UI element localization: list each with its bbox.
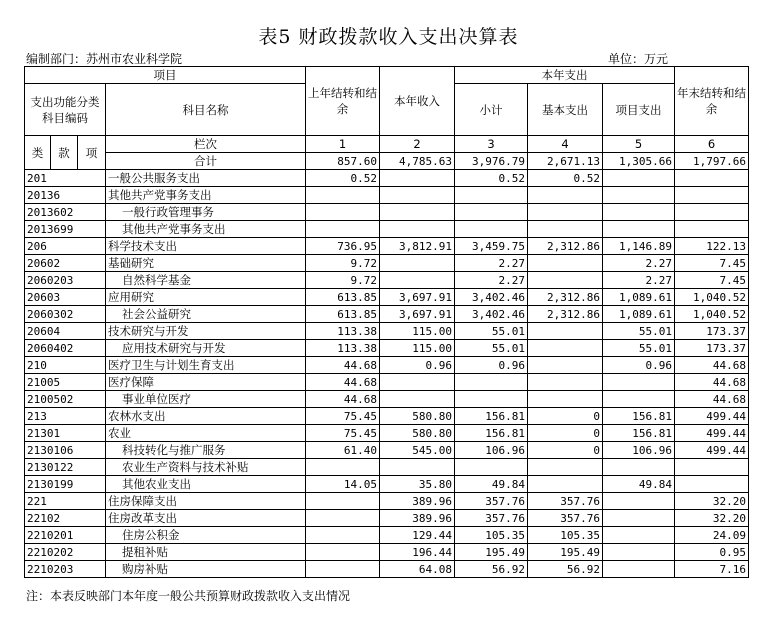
row-value <box>603 187 675 204</box>
row-value <box>380 459 455 476</box>
header-basic: 基本支出 <box>528 84 603 136</box>
row-value: 357.76 <box>455 493 528 510</box>
row-code: 20603 <box>25 289 106 306</box>
total-cell: 3,976.79 <box>455 153 528 170</box>
row-value <box>603 459 675 476</box>
row-value <box>306 187 380 204</box>
row-value <box>380 221 455 238</box>
col-num-3: 3 <box>455 136 528 153</box>
row-name: 医疗卫生与计划生育支出 <box>106 357 306 374</box>
row-value <box>603 204 675 221</box>
row-value <box>306 510 380 527</box>
row-value: 1,089.61 <box>603 289 675 306</box>
table-row <box>25 442 749 459</box>
row-value <box>455 459 528 476</box>
row-value: 545.00 <box>380 442 455 459</box>
row-value <box>675 187 749 204</box>
total-cell: 4,785.63 <box>380 153 455 170</box>
header-subject-name: 科目名称 <box>106 84 306 136</box>
row-code: 21301 <box>25 425 106 442</box>
row-value: 1,146.89 <box>603 238 675 255</box>
row-value <box>675 170 749 187</box>
col-num-1: 1 <box>306 136 380 153</box>
row-code: 2100502 <box>25 391 106 408</box>
row-value: 2.27 <box>455 255 528 272</box>
row-value <box>675 459 749 476</box>
row-name: 农业生产资料与技术补贴 <box>106 459 306 476</box>
row-value <box>528 255 603 272</box>
row-code: 21005 <box>25 374 106 391</box>
row-value <box>675 476 749 493</box>
row-value: 173.37 <box>675 323 749 340</box>
row-value: 56.92 <box>455 561 528 578</box>
row-value: 44.68 <box>306 357 380 374</box>
total-cell: 857.60 <box>306 153 380 170</box>
row-value: 2.27 <box>455 272 528 289</box>
row-code: 22102 <box>25 510 106 527</box>
row-value: 115.00 <box>380 340 455 357</box>
table-row <box>25 255 749 272</box>
row-value: 499.44 <box>675 442 749 459</box>
row-value: 2,312.86 <box>528 238 603 255</box>
row-code: 2130122 <box>25 459 106 476</box>
row-value: 55.01 <box>603 340 675 357</box>
row-value: 0.52 <box>455 170 528 187</box>
row-value <box>380 374 455 391</box>
row-value: 156.81 <box>603 408 675 425</box>
row-value: 389.96 <box>380 493 455 510</box>
total-cell: 2,671.13 <box>528 153 603 170</box>
row-value: 105.35 <box>528 527 603 544</box>
row-value: 106.96 <box>603 442 675 459</box>
row-code: 2130106 <box>25 442 106 459</box>
row-value: 389.96 <box>380 510 455 527</box>
row-value <box>528 204 603 221</box>
row-code: 213 <box>25 408 106 425</box>
row-value: 32.20 <box>675 510 749 527</box>
header-row-4 <box>25 136 749 153</box>
row-value <box>528 272 603 289</box>
row-code: 2210202 <box>25 544 106 561</box>
row-value <box>528 476 603 493</box>
row-name: 应用研究 <box>106 289 306 306</box>
row-value <box>455 374 528 391</box>
table-row <box>25 476 749 493</box>
row-code: 2060302 <box>25 306 106 323</box>
row-value: 3,697.91 <box>380 306 455 323</box>
header-kuan: 款 <box>51 136 78 170</box>
row-value: 736.95 <box>306 238 380 255</box>
row-value <box>528 340 603 357</box>
unit-label: 单位：万元 <box>608 52 669 66</box>
row-value: 0 <box>528 425 603 442</box>
row-name: 住房公积金 <box>106 527 306 544</box>
row-name: 农业 <box>106 425 306 442</box>
row-value <box>603 374 675 391</box>
row-value: 9.72 <box>306 272 380 289</box>
row-value: 3,402.46 <box>455 289 528 306</box>
row-name: 其他农业支出 <box>106 476 306 493</box>
row-value: 129.44 <box>380 527 455 544</box>
table-body <box>25 67 749 578</box>
row-name: 住房改革支出 <box>106 510 306 527</box>
row-value <box>528 357 603 374</box>
finance-table <box>24 66 749 578</box>
row-code: 210 <box>25 357 106 374</box>
row-value <box>380 255 455 272</box>
row-value: 1,089.61 <box>603 306 675 323</box>
row-value <box>306 561 380 578</box>
row-code: 2210201 <box>25 527 106 544</box>
row-value: 0.95 <box>675 544 749 561</box>
row-value <box>306 204 380 221</box>
row-value: 106.96 <box>455 442 528 459</box>
row-value: 115.00 <box>380 323 455 340</box>
row-value <box>603 170 675 187</box>
row-value: 0.96 <box>455 357 528 374</box>
row-name: 科技转化与推广服务 <box>106 442 306 459</box>
col-num-6: 6 <box>675 136 749 153</box>
table-row <box>25 374 749 391</box>
row-value: 122.13 <box>675 238 749 255</box>
row-value: 156.81 <box>455 425 528 442</box>
header-subtotal: 小计 <box>455 84 528 136</box>
row-value: 35.80 <box>380 476 455 493</box>
row-value: 357.76 <box>528 510 603 527</box>
row-value: 55.01 <box>603 323 675 340</box>
row-code: 2060203 <box>25 272 106 289</box>
row-value: 113.38 <box>306 323 380 340</box>
row-value <box>528 374 603 391</box>
table-row <box>25 170 749 187</box>
row-value: 0.96 <box>380 357 455 374</box>
row-name: 住房保障支出 <box>106 493 306 510</box>
total-row <box>25 153 749 170</box>
table-row <box>25 425 749 442</box>
row-name: 社会公益研究 <box>106 306 306 323</box>
row-value <box>380 272 455 289</box>
table-row <box>25 357 749 374</box>
row-value <box>380 187 455 204</box>
row-name: 其他共产党事务支出 <box>106 187 306 204</box>
row-code: 20602 <box>25 255 106 272</box>
row-code: 206 <box>25 238 106 255</box>
row-code: 2210203 <box>25 561 106 578</box>
row-value: 61.40 <box>306 442 380 459</box>
row-value: 32.20 <box>675 493 749 510</box>
row-value: 195.49 <box>528 544 603 561</box>
row-value: 0.96 <box>603 357 675 374</box>
footnote: 注：本表反映部门本年度一般公共预算财政拨款收入支出情况 <box>26 589 351 603</box>
row-value: 44.68 <box>675 357 749 374</box>
header-lanci: 栏次 <box>106 136 306 153</box>
row-name: 农林水支出 <box>106 408 306 425</box>
row-value <box>528 459 603 476</box>
col-num-5: 5 <box>603 136 675 153</box>
row-code: 20136 <box>25 187 106 204</box>
table-row <box>25 238 749 255</box>
row-value <box>603 510 675 527</box>
row-value: 1,040.52 <box>675 289 749 306</box>
row-value: 75.45 <box>306 425 380 442</box>
header-prev-balance: 上年结转和结余 <box>306 67 380 136</box>
row-value <box>603 493 675 510</box>
row-value: 357.76 <box>455 510 528 527</box>
row-value <box>528 187 603 204</box>
row-value <box>306 493 380 510</box>
row-value <box>603 561 675 578</box>
table-row <box>25 187 749 204</box>
table-row <box>25 289 749 306</box>
row-value: 7.16 <box>675 561 749 578</box>
col-num-2: 2 <box>380 136 455 153</box>
row-value <box>528 221 603 238</box>
row-value: 55.01 <box>455 323 528 340</box>
row-value <box>306 544 380 561</box>
row-value: 75.45 <box>306 408 380 425</box>
row-value: 2.27 <box>603 272 675 289</box>
row-value <box>603 221 675 238</box>
row-value: 64.08 <box>380 561 455 578</box>
row-value: 24.09 <box>675 527 749 544</box>
row-value <box>306 459 380 476</box>
row-value: 0 <box>528 408 603 425</box>
row-value: 44.68 <box>306 391 380 408</box>
row-value <box>306 221 380 238</box>
row-value: 580.80 <box>380 425 455 442</box>
row-value <box>675 204 749 221</box>
row-value: 0 <box>528 442 603 459</box>
row-value: 14.05 <box>306 476 380 493</box>
row-name: 事业单位医疗 <box>106 391 306 408</box>
row-value <box>675 221 749 238</box>
row-code: 2130199 <box>25 476 106 493</box>
row-code: 2013699 <box>25 221 106 238</box>
row-value: 44.68 <box>306 374 380 391</box>
row-name: 一般公共服务支出 <box>106 170 306 187</box>
row-value <box>603 391 675 408</box>
header-lei: 类 <box>25 136 51 170</box>
row-value: 7.45 <box>675 272 749 289</box>
row-value: 3,812.91 <box>380 238 455 255</box>
row-value <box>306 527 380 544</box>
table-row <box>25 561 749 578</box>
header-project: 项目支出 <box>603 84 675 136</box>
row-value: 9.72 <box>306 255 380 272</box>
row-code: 20604 <box>25 323 106 340</box>
row-value: 2,312.86 <box>528 306 603 323</box>
row-value: 49.84 <box>603 476 675 493</box>
row-value: 2.27 <box>603 255 675 272</box>
table-row <box>25 510 749 527</box>
row-value: 196.44 <box>380 544 455 561</box>
row-value: 3,697.91 <box>380 289 455 306</box>
row-code: 221 <box>25 493 106 510</box>
row-name: 提租补贴 <box>106 544 306 561</box>
row-value <box>380 170 455 187</box>
table-row <box>25 221 749 238</box>
row-value: 173.37 <box>675 340 749 357</box>
row-name: 购房补贴 <box>106 561 306 578</box>
table-row <box>25 527 749 544</box>
col-num-4: 4 <box>528 136 603 153</box>
row-value <box>455 391 528 408</box>
row-value: 156.81 <box>455 408 528 425</box>
row-value: 195.49 <box>455 544 528 561</box>
row-value: 0.52 <box>306 170 380 187</box>
total-cell: 1,305.66 <box>603 153 675 170</box>
row-value: 44.68 <box>675 391 749 408</box>
row-value <box>528 391 603 408</box>
row-name: 科学技术支出 <box>106 238 306 255</box>
org-label: 编制部门：苏州市农业科学院 <box>26 52 183 66</box>
row-code: 2013602 <box>25 204 106 221</box>
row-value: 580.80 <box>380 408 455 425</box>
row-value: 105.35 <box>455 527 528 544</box>
row-value <box>380 204 455 221</box>
row-value <box>380 391 455 408</box>
row-value: 613.85 <box>306 289 380 306</box>
table-row <box>25 408 749 425</box>
row-value: 613.85 <box>306 306 380 323</box>
table-row <box>25 272 749 289</box>
table-row <box>25 340 749 357</box>
row-value: 7.45 <box>675 255 749 272</box>
table-row <box>25 459 749 476</box>
row-code: 2060402 <box>25 340 106 357</box>
row-name: 一般行政管理事务 <box>106 204 306 221</box>
row-name: 基础研究 <box>106 255 306 272</box>
row-value: 3,459.75 <box>455 238 528 255</box>
row-name: 自然科学基金 <box>106 272 306 289</box>
row-name: 其他共产党事务支出 <box>106 221 306 238</box>
row-value: 357.76 <box>528 493 603 510</box>
row-value: 49.84 <box>455 476 528 493</box>
header-row-1 <box>25 67 749 84</box>
row-value <box>603 544 675 561</box>
table-row <box>25 306 749 323</box>
row-name: 医疗保障 <box>106 374 306 391</box>
row-value <box>455 187 528 204</box>
header-xiangmu: 项目 <box>25 67 306 84</box>
header-func-code: 支出功能分类科目编码 <box>25 84 106 136</box>
table-row <box>25 204 749 221</box>
row-value <box>528 323 603 340</box>
row-value: 499.44 <box>675 408 749 425</box>
row-value: 499.44 <box>675 425 749 442</box>
table-row <box>25 391 749 408</box>
table-row <box>25 323 749 340</box>
table-row <box>25 544 749 561</box>
row-value: 113.38 <box>306 340 380 357</box>
row-name: 技术研究与开发 <box>106 323 306 340</box>
row-value: 44.68 <box>675 374 749 391</box>
row-value: 56.92 <box>528 561 603 578</box>
header-expense-group: 本年支出 <box>455 67 675 84</box>
header-xiang: 项 <box>78 136 106 170</box>
row-code: 201 <box>25 170 106 187</box>
table-row <box>25 493 749 510</box>
row-value <box>455 221 528 238</box>
row-name: 应用技术研究与开发 <box>106 340 306 357</box>
page-title: 表5 财政拨款收入支出决算表 <box>258 26 519 48</box>
total-label: 合计 <box>106 153 306 170</box>
row-value: 3,402.46 <box>455 306 528 323</box>
row-value: 55.01 <box>455 340 528 357</box>
row-value: 0.52 <box>528 170 603 187</box>
total-cell: 1,797.66 <box>675 153 749 170</box>
header-end-balance: 年末结转和结余 <box>675 67 749 136</box>
header-income: 本年收入 <box>380 67 455 136</box>
row-value <box>455 204 528 221</box>
row-value <box>603 527 675 544</box>
row-value: 2,312.86 <box>528 289 603 306</box>
row-value: 1,040.52 <box>675 306 749 323</box>
row-value: 156.81 <box>603 425 675 442</box>
